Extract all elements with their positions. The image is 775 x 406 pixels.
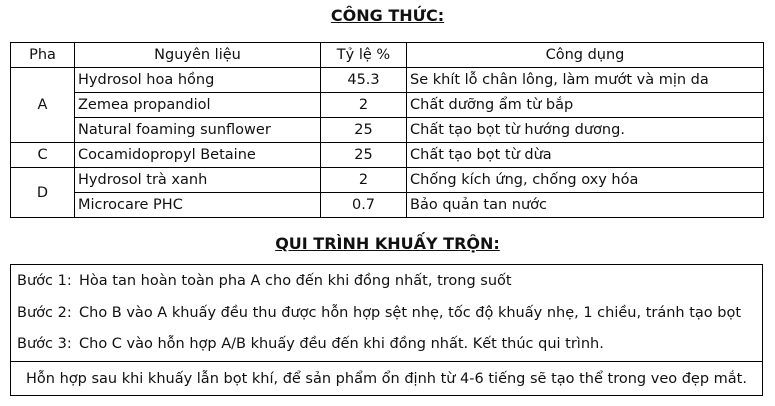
table-row xyxy=(11,193,764,218)
ratio-cell: 2 xyxy=(321,168,407,193)
process-divider xyxy=(11,361,762,362)
header-ingredient: Nguyên liệu xyxy=(75,43,321,68)
step-label: Bước 1: xyxy=(17,273,72,289)
table-row xyxy=(11,93,764,118)
formula-title: CÔNG THỨC: xyxy=(330,6,445,25)
header-phase: Pha xyxy=(11,43,75,68)
table-row xyxy=(11,118,764,143)
ratio-cell: 2 xyxy=(321,93,407,118)
use-cell: Chất dưỡng ẩm từ bắp xyxy=(407,93,764,118)
ratio-cell: 25 xyxy=(321,143,407,168)
ingredient-cell: Microcare PHC xyxy=(75,193,321,218)
ratio-cell: 45.3 xyxy=(321,68,407,93)
ratio-cell: 25 xyxy=(321,118,407,143)
step-text: Cho B vào A khuấy đều thu được hỗn hợp sệt nhẹ, tốc độ khuấy nhẹ, 1 chiều, tránh tạo bọt xyxy=(79,305,742,321)
table-row xyxy=(11,168,764,193)
process-step xyxy=(17,300,741,326)
use-cell: Chất tạo bọt từ hướng dương. xyxy=(407,118,764,143)
ingredient-cell: Hydrosol hoa hồng xyxy=(75,68,321,93)
table-row xyxy=(11,68,764,93)
step-label: Bước 3: xyxy=(17,336,72,352)
ingredient-cell: Hydrosol trà xanh xyxy=(75,168,321,193)
ingredient-cell: Natural foaming sunflower xyxy=(75,118,321,143)
process-title: QUI TRÌNH KHUẤY TRỘN: xyxy=(275,234,500,253)
step-text: Cho C vào hỗn hợp A/B khuấy đều đến khi đồng nhất. Kết thúc qui trình. xyxy=(79,336,604,352)
ingredient-cell: Zemea propandiol xyxy=(75,93,321,118)
step-text: Hòa tan hoàn toàn pha A cho đến khi đồng nhất, trong suốt xyxy=(79,273,512,289)
step-label: Bước 2: xyxy=(17,305,72,321)
process-note: Hỗn hợp sau khi khuấy lẫn bọt khí, để sản phẩm ổn định từ 4-6 tiếng sẽ tạo thể trong veo đẹp mắt. xyxy=(26,371,747,387)
header-ratio: Tỷ lệ % xyxy=(321,43,407,68)
use-cell: Se khít lỗ chân lông, làm mướt và mịn da xyxy=(407,68,764,93)
phase-cell: D xyxy=(11,168,75,218)
process-box xyxy=(10,264,763,396)
use-cell: Chống kích ứng, chống oxy hóa xyxy=(407,168,764,193)
table-row xyxy=(11,143,764,168)
use-cell: Bảo quản tan nước xyxy=(407,193,764,218)
phase-cell: C xyxy=(11,143,75,168)
ingredient-cell: Cocamidopropyl Betaine xyxy=(75,143,321,168)
phase-cell: A xyxy=(11,68,75,143)
process-step xyxy=(17,331,604,357)
table-header-row xyxy=(11,43,764,68)
formula-table xyxy=(10,42,764,218)
process-step xyxy=(17,268,512,294)
use-cell: Chất tạo bọt từ dừa xyxy=(407,143,764,168)
ratio-cell: 0.7 xyxy=(321,193,407,218)
header-use: Công dụng xyxy=(407,43,764,68)
